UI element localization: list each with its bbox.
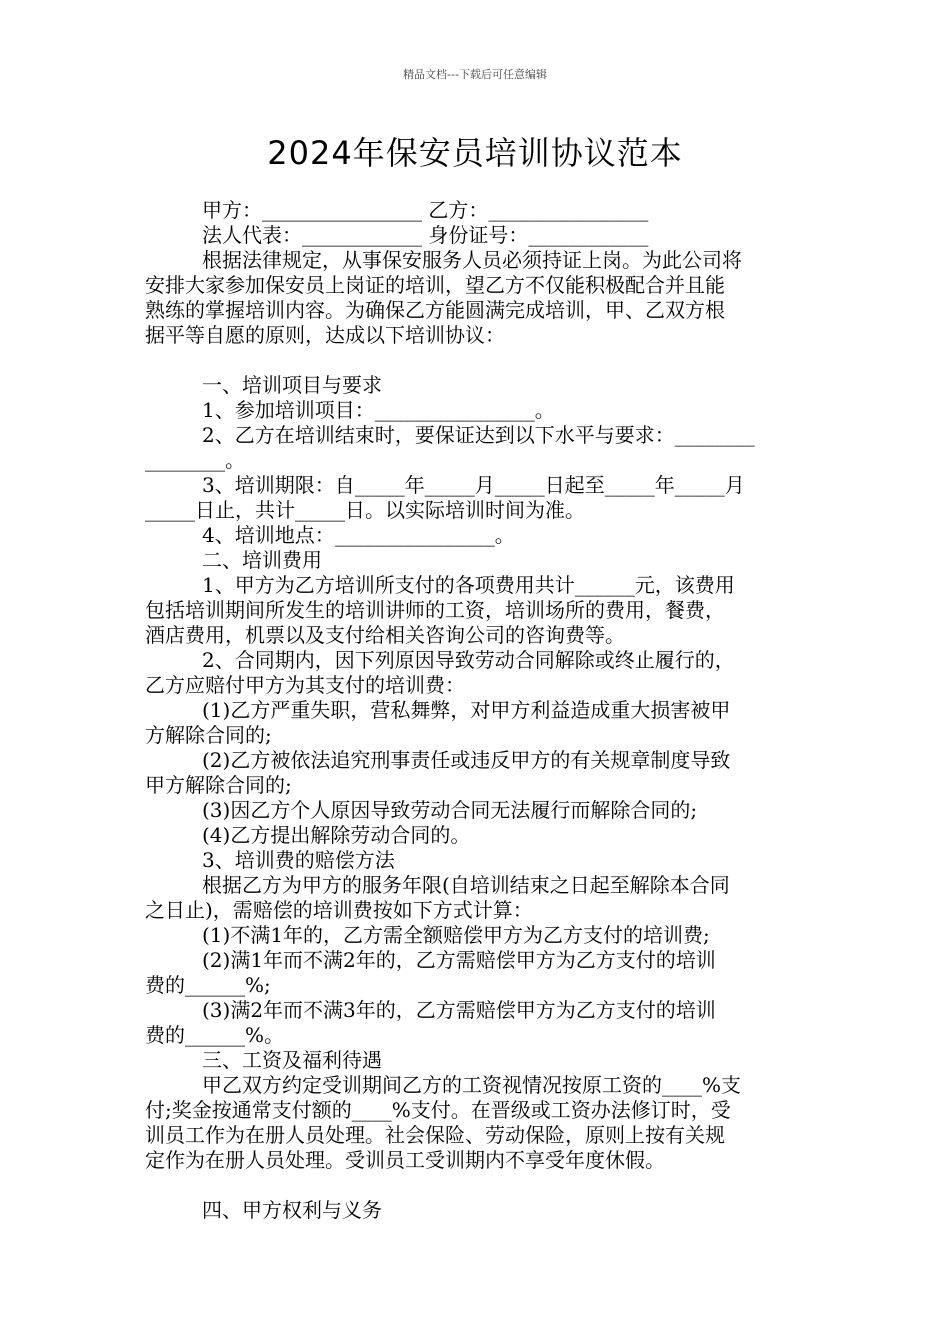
text-line: 三、工资及福利待遇 xyxy=(202,1048,382,1072)
text-line: 据平等自愿的原则，达成以下培训协议： xyxy=(145,323,505,347)
document-title: 2024年保安员培训协议范本 xyxy=(267,134,683,172)
text-line: 方解除合同的; xyxy=(145,723,272,747)
text-line: 定作为在册人员处理。受训员工受训期内不享受年度休假。 xyxy=(145,1148,665,1172)
text-line: 法人代表：____________ 身份证号：____________ xyxy=(202,223,649,247)
text-line: 四、甲方权利与义务 xyxy=(202,1198,382,1222)
page-header: 精品文档---下载后可任意编辑 xyxy=(403,68,547,81)
text-line: 甲乙双方约定受训期间乙方的工资视情况按原工资的____%支 xyxy=(202,1073,742,1097)
document-body xyxy=(145,198,810,1223)
text-line: 训员工作为在册人员处理。社会保险、劳动保险，原则上按有关规 xyxy=(145,1123,725,1147)
text-line: 3、培训期限：自_____年_____月_____日起至_____年_____月 xyxy=(202,473,745,497)
text-line: 之日止)，需赔偿的培训费按如下方式计算： xyxy=(145,898,533,922)
text-line: (4)乙方提出解除劳动合同的。 xyxy=(202,823,471,847)
text-line: 甲方：________________ 乙方：________________ xyxy=(202,198,649,222)
text-line: 付;奖金按通常支付额的____%支付。在晋级或工资办法修订时，受 xyxy=(145,1098,731,1122)
text-line: 甲方解除合同的; xyxy=(145,773,292,797)
text-line: (1)乙方严重失职，营私舞弊，对甲方利益造成重大损害被甲 xyxy=(202,698,731,722)
text-line: 熟练的掌握培训内容。为确保乙方能圆满完成培训，甲、乙双方根 xyxy=(145,298,725,322)
text-line: (1)不满1年的，乙方需全额赔偿甲方为乙方支付的培训费; xyxy=(202,923,710,947)
text-line: (3)满2年而不满3年的，乙方需赔偿甲方为乙方支付的培训 xyxy=(202,998,716,1022)
text-line: 乙方应赔付甲方为其支付的培训费： xyxy=(145,673,465,697)
text-line: 酒店费用，机票以及支付给相关咨询公司的咨询费等。 xyxy=(145,623,625,647)
text-line: 根据法律规定，从事保安服务人员必须持证上岗。为此公司将 xyxy=(202,248,742,272)
text-line: (3)因乙方个人原因导致劳动合同无法履行而解除合同的; xyxy=(202,798,698,822)
text-line: 4、培训地点：________________。 xyxy=(202,523,515,547)
text-line: 1、甲方为乙方培训所支付的各项费用共计______元，该费用 xyxy=(202,573,735,597)
text-line: 根据乙方为甲方的服务年限(自培训结束之日起至解除本合同 xyxy=(202,873,730,897)
text-line: (2)乙方被依法追究刑事责任或违反甲方的有关规章制度导致 xyxy=(202,748,731,772)
text-line: 费的______%; xyxy=(145,973,271,997)
text-line: 费的______%。 xyxy=(145,1023,285,1047)
text-line: 包括培训期间所发生的培训讲师的工资，培训场所的费用，餐费， xyxy=(145,598,725,622)
text-line: 一、培训项目与要求 xyxy=(202,373,382,397)
text-line: (2)满1年而不满2年的，乙方需赔偿甲方为乙方支付的培训 xyxy=(202,948,716,972)
text-line: 2、乙方在培训结束时，要保证达到以下水平与要求：________ xyxy=(202,423,755,447)
text-line: 1、参加培训项目：________________。 xyxy=(202,398,555,422)
text-line: _____日止，共计_____日。以实际培训时间为准。 xyxy=(145,498,585,522)
text-line: 二、培训费用 xyxy=(202,548,322,572)
text-line: ________。 xyxy=(145,448,245,472)
text-line: 2、合同期内，因下列原因导致劳动合同解除或终止履行的， xyxy=(202,648,735,672)
text-line: 安排大家参加保安员上岗证的培训，望乙方不仅能积极配合并且能 xyxy=(145,273,725,297)
text-line: 3、培训费的赔偿方法 xyxy=(202,848,395,872)
blank-line xyxy=(145,348,810,373)
blank-line xyxy=(145,1173,810,1198)
